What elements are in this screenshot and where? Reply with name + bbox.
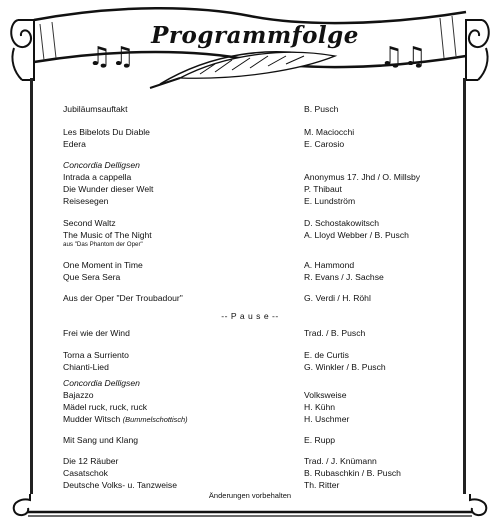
- program-title: Deutsche Volks- u. Tanzweise: [63, 480, 178, 490]
- program-title: Second Waltz: [63, 218, 116, 228]
- program-composer: G. Verdi / H. Röhl: [304, 293, 371, 303]
- program-composer: P. Thibaut: [304, 184, 342, 194]
- performer-label: Concordia Delligsen: [63, 378, 140, 388]
- program-title: Mit Sang und Klang: [63, 435, 139, 445]
- program-composer: E. Lundström: [304, 196, 356, 206]
- program-composer: E. de Curtis: [304, 350, 349, 360]
- program-composer: Volksweise: [304, 390, 347, 400]
- program-title: Les Bibelots Du Diable: [63, 127, 150, 137]
- page-title: Programmfolge: [151, 22, 359, 49]
- program-composer: B. Rubaschkin / B. Pusch: [304, 468, 401, 478]
- performer-label: Concordia Delligsen: [63, 160, 140, 170]
- program-title: Mädel ruck, ruck, ruck: [63, 402, 148, 412]
- program-composer: A. Hammond: [304, 260, 355, 270]
- program-title: The Music of The Night: [63, 230, 152, 240]
- program-composer: G. Winkler / B. Pusch: [304, 362, 386, 372]
- changes-note: Änderungen vorbehalten: [208, 491, 292, 500]
- program-composer: Th. Ritter: [304, 480, 340, 490]
- program-title: Torna a Surriento: [63, 350, 129, 360]
- program-composer: A. Lloyd Webber / B. Pusch: [304, 230, 409, 240]
- program-title: Chianti-Lied: [63, 362, 109, 372]
- program-composer: Trad. / B. Pusch: [304, 328, 366, 338]
- program-title: Aus der Oper "Der Troubadour": [63, 293, 183, 303]
- program-title: Que Sera Sera: [63, 272, 121, 282]
- music-notes-left-icon: ♫♫: [88, 42, 135, 72]
- program-title-extra: (Bummelschottisch): [122, 415, 188, 424]
- program-composer: Trad. / J. Knümann: [304, 456, 377, 466]
- program-subtitle: aus "Das Phantom der Oper": [63, 241, 143, 248]
- program-composer: E. Rupp: [304, 435, 336, 445]
- program-title: Edera: [63, 139, 86, 149]
- program-title: Intrada a cappella: [63, 172, 132, 182]
- program-composer: B. Pusch: [304, 104, 339, 114]
- program-composer: Anonymus 17. Jhd / O. Millsby: [304, 172, 421, 182]
- program-composer: M. Maciocchi: [304, 127, 355, 137]
- program-title-main: Mudder Witsch: [63, 414, 121, 424]
- program-title: Frei wie der Wind: [63, 328, 130, 338]
- music-notes-right-icon: ♫♫: [380, 42, 427, 72]
- program-title: One Moment in Time: [63, 260, 143, 270]
- program-title: Reisesegen: [63, 196, 109, 206]
- program-composer: R. Evans / J. Sachse: [304, 272, 384, 282]
- program-title: [63, 414, 188, 425]
- program-title: Casatschok: [63, 468, 108, 478]
- pause-divider: -- P a u s e --: [221, 311, 279, 321]
- program-title: Die 12 Räuber: [63, 456, 119, 466]
- program-composer: D. Schostakowitsch: [304, 218, 379, 228]
- program-composer: H. Kühn: [304, 402, 336, 412]
- program-title: Bajazzo: [63, 390, 94, 400]
- program-composer: E. Carosio: [304, 139, 345, 149]
- program-title: Jubiläumsauftakt: [63, 104, 128, 114]
- program-composer: H. Uschmer: [304, 414, 350, 424]
- program-title: Die Wunder dieser Welt: [63, 184, 154, 194]
